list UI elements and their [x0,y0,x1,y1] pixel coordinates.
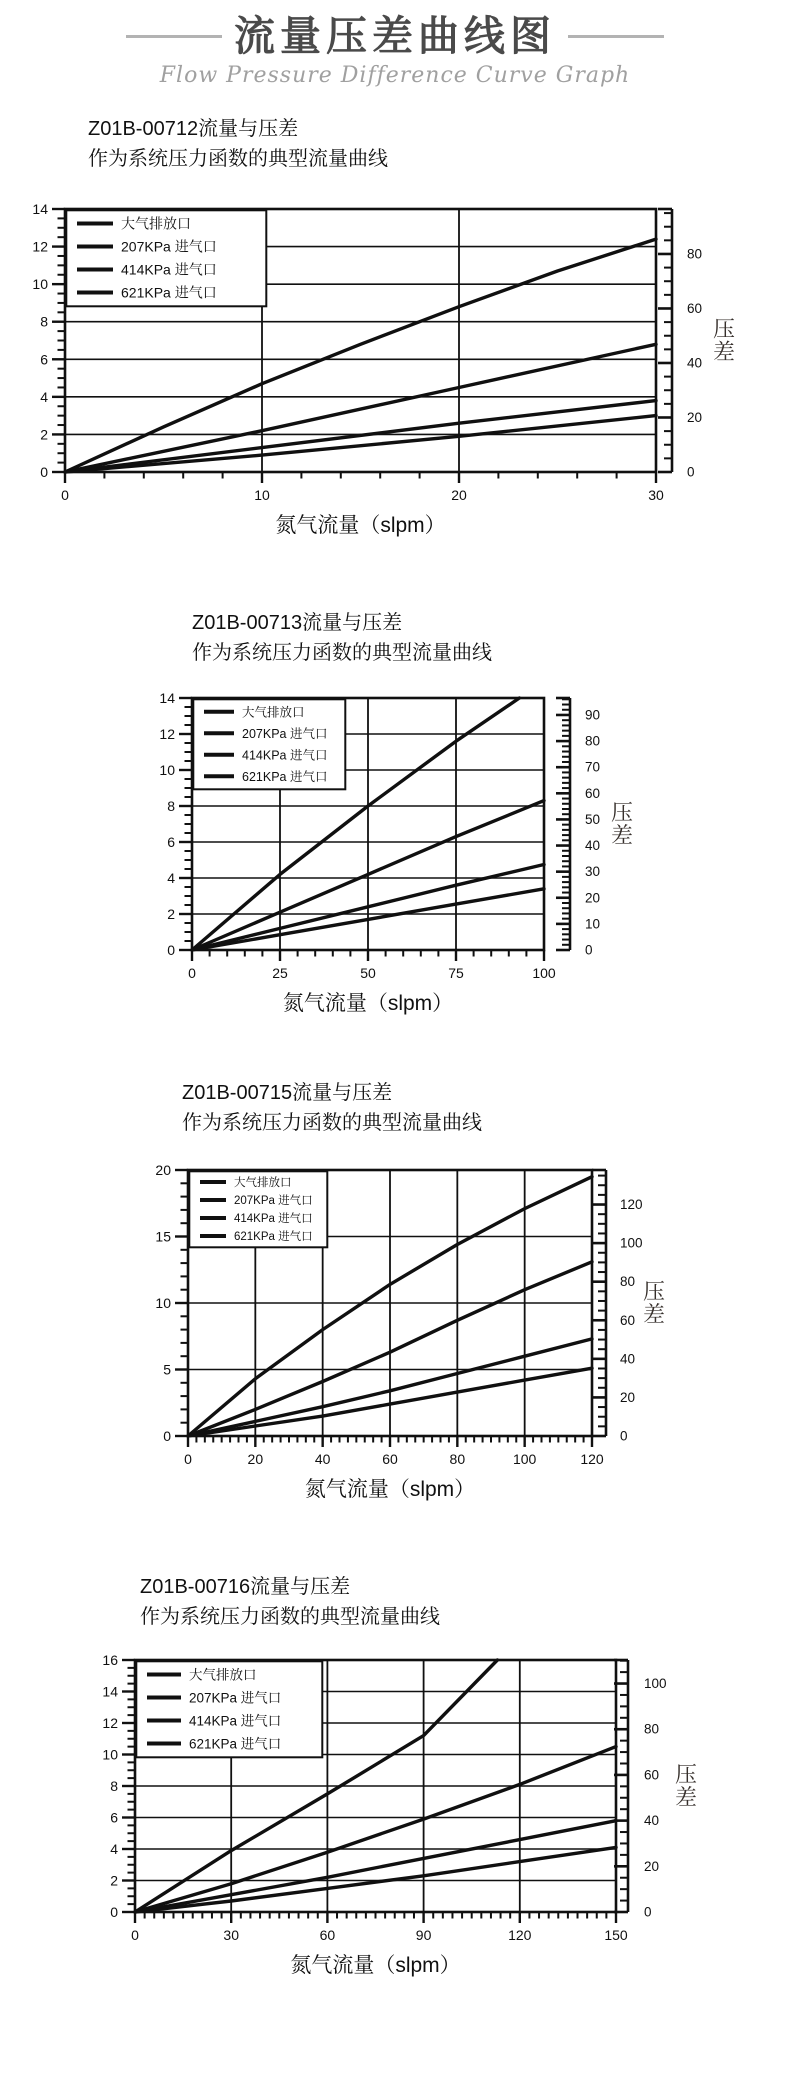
right-axis-title: 压差 [712,316,736,365]
legend [66,210,266,306]
chart-svg-Z01B-00716 [0,1642,790,1997]
x-tick-label: 100 [532,965,556,982]
curve-621KPa 进气口 [65,416,656,472]
right-tick-label: 60 [585,785,601,801]
chart-svg-Z01B-00712 [0,184,790,544]
chart-section-z01b-00716 [0,1572,790,1997]
right-tick-label: 70 [585,759,601,775]
y-tick-label: 0 [110,1904,118,1921]
x-tick-label: 80 [449,1451,466,1468]
chart-title: Z01B-00716流量与压差 [140,1576,351,1599]
chart-subtitle: 作为系统压力函数的典型流量曲线 [88,148,388,171]
legend-label: 207KPa 进气口 [234,1195,313,1208]
page-subtitle: Flow Pressure Difference Curve Graph [159,63,631,89]
right-tick-label: 20 [585,890,601,906]
legend [189,1171,327,1247]
y-tick-label: 6 [167,834,175,851]
legend-label: 大气排放口 [121,215,191,232]
y-tick-label: 12 [159,726,175,743]
y-tick-label: 10 [102,1746,118,1763]
y-tick-label: 0 [167,942,175,959]
y-tick-label: 4 [167,870,175,887]
x-axis-title: 氮气流量（slpm） [282,992,454,1016]
right-tick-label: 20 [620,1390,636,1406]
right-tick-label: 0 [585,942,593,958]
chart-section-z01b-00713 [0,608,790,1028]
x-tick-label: 60 [319,1927,336,1944]
y-tick-label: 14 [102,1683,118,1700]
chart-titles [0,608,790,668]
chart-canvas [0,184,790,544]
legend-label: 621KPa 进气口 [234,1231,313,1244]
page-title: 流量压差曲线图 [234,13,556,59]
right-axis-title: 压差 [610,800,634,849]
curve-207KPa 进气口 [135,1747,616,1912]
x-tick-label: 40 [314,1451,331,1468]
y-tick-label: 16 [102,1652,118,1669]
chart-section-z01b-00712 [0,114,790,544]
right-tick-label: 0 [644,1904,652,1920]
title-decor-line-left [126,35,222,38]
x-tick-label: 90 [415,1927,432,1944]
right-tick-label: 0 [620,1428,628,1444]
x-tick-label: 10 [254,487,270,504]
x-tick-label: 20 [247,1451,264,1468]
legend-label: 621KPa 进气口 [121,284,217,301]
y-tick-label: 15 [155,1228,171,1245]
y-tick-label: 4 [40,388,48,405]
right-tick-label: 40 [644,1813,660,1829]
chart-subtitle: 作为系统压力函数的典型流量曲线 [192,642,492,665]
right-tick-label: 80 [585,733,601,749]
right-tick-label: 10 [585,916,601,932]
x-tick-label: 50 [360,965,376,982]
curve-621KPa 进气口 [135,1847,616,1912]
y-tick-label: 20 [155,1162,171,1179]
x-tick-label: 75 [448,965,464,982]
chart-titles [0,114,790,174]
right-tick-label: 60 [687,301,703,317]
right-tick-label: 40 [585,838,601,854]
y-tick-label: 2 [40,426,48,443]
chart-titles [0,1078,790,1138]
y-tick-label: 4 [110,1841,118,1858]
chart-subtitle: 作为系统压力函数的典型流量曲线 [182,1112,482,1135]
right-tick-label: 60 [644,1767,660,1783]
legend-label: 414KPa 进气口 [121,261,217,278]
y-tick-label: 8 [40,313,48,330]
legend-label: 207KPa 进气口 [189,1690,282,1706]
y-tick-label: 10 [32,276,48,293]
x-tick-label: 25 [272,965,288,982]
chart-title: Z01B-00712流量与压差 [88,118,299,141]
y-tick-label: 2 [110,1872,118,1889]
chart-titles [0,1572,790,1632]
right-tick-label: 120 [620,1197,643,1213]
curve-414KPa 进气口 [65,401,656,472]
right-axis-title: 压差 [674,1762,698,1811]
legend-label: 207KPa 进气口 [242,726,328,741]
right-axis-title: 压差 [642,1279,666,1328]
chart-subtitle: 作为系统压力函数的典型流量曲线 [140,1606,440,1629]
legend-label: 大气排放口 [242,705,305,720]
right-tick-label: 20 [687,410,703,426]
y-tick-label: 2 [167,906,175,923]
legend-label: 414KPa 进气口 [189,1713,282,1729]
right-tick-label: 100 [620,1235,643,1251]
legend-label: 414KPa 进气口 [234,1213,313,1226]
right-tick-label: 20 [644,1858,660,1874]
x-tick-label: 150 [604,1927,628,1944]
right-tick-label: 0 [687,464,695,480]
x-tick-label: 30 [648,487,664,504]
chart-title: Z01B-00715流量与压差 [182,1082,393,1105]
page-header [0,0,790,88]
right-tick-label: 90 [585,707,601,723]
right-tick-label: 100 [644,1676,667,1692]
x-axis-title: 氮气流量（slpm） [290,1954,461,1978]
legend-label: 621KPa 进气口 [242,769,328,784]
y-tick-label: 0 [40,464,48,481]
y-tick-label: 5 [163,1361,171,1378]
right-tick-label: 30 [585,864,601,880]
title-decor-line-right [568,35,664,38]
x-tick-label: 30 [223,1927,239,1944]
x-tick-label: 120 [580,1451,604,1468]
y-tick-label: 10 [155,1295,171,1312]
y-tick-label: 14 [159,690,175,707]
x-tick-label: 0 [184,1451,192,1468]
x-tick-label: 0 [131,1927,139,1944]
right-tick-label: 40 [687,355,703,371]
y-tick-label: 8 [110,1778,118,1795]
x-axis-title: 氮气流量（slpm） [304,1478,476,1502]
right-tick-label: 40 [620,1351,636,1367]
legend-label: 621KPa 进气口 [189,1736,282,1752]
right-tick-label: 50 [585,812,601,828]
x-tick-label: 0 [188,965,196,982]
x-tick-label: 100 [512,1451,537,1468]
chart-canvas [0,678,790,1028]
right-tick-label: 60 [620,1312,636,1328]
y-tick-label: 6 [110,1809,118,1826]
legend-label: 大气排放口 [189,1667,257,1683]
y-tick-label: 12 [102,1715,118,1732]
y-tick-label: 8 [167,798,175,815]
right-tick-label: 80 [644,1721,660,1737]
y-tick-label: 0 [163,1428,171,1445]
right-tick-label: 80 [620,1274,636,1290]
header-title-row [0,14,790,59]
chart-canvas [0,1148,790,1508]
curve-207KPa 进气口 [65,344,656,472]
chart-svg-Z01B-00713 [0,678,790,1028]
y-tick-label: 6 [40,351,48,368]
legend-label: 414KPa 进气口 [242,748,328,763]
chart-title: Z01B-00713流量与压差 [192,612,403,635]
chart-svg-Z01B-00715 [0,1148,790,1508]
legend-label: 大气排放口 [234,1177,292,1190]
x-tick-label: 0 [61,487,69,504]
y-tick-label: 12 [32,238,48,255]
x-axis-title: 氮气流量（slpm） [275,514,446,538]
chart-section-z01b-00715 [0,1078,790,1508]
x-tick-label: 60 [382,1451,398,1468]
x-tick-label: 120 [508,1927,532,1944]
y-tick-label: 10 [159,762,175,779]
chart-canvas [0,1642,790,1997]
right-tick-label: 80 [687,246,703,262]
legend-label: 207KPa 进气口 [121,238,217,255]
legend [136,1661,322,1757]
legend [193,699,345,789]
x-tick-label: 20 [451,487,467,504]
y-tick-label: 14 [32,201,48,218]
